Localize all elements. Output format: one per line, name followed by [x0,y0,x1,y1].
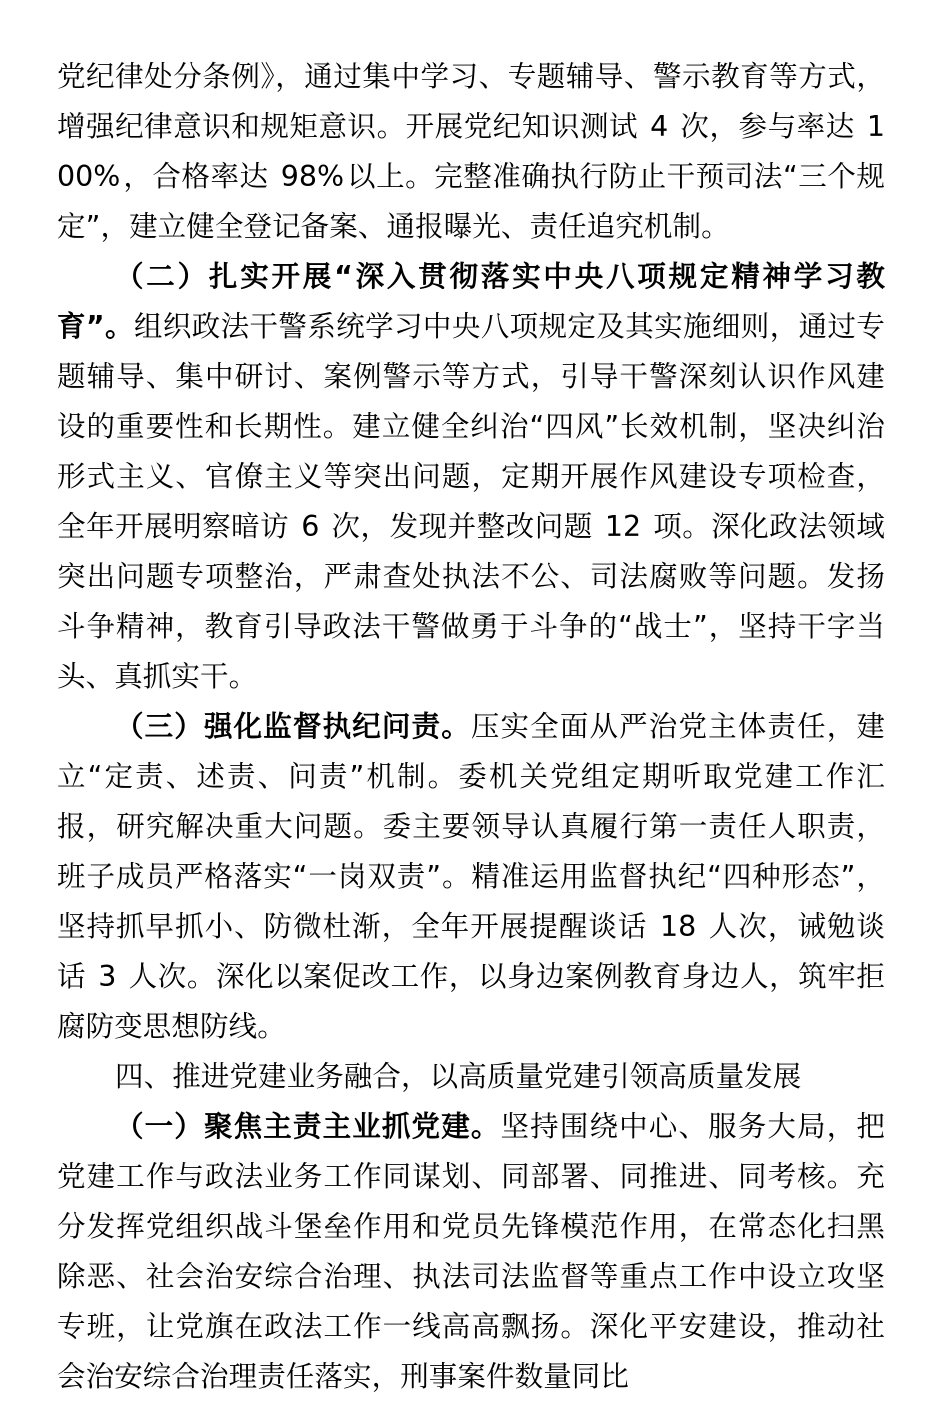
inline-number: 4 [650,110,669,143]
heading-run-in-section-two: （二）扎实开展“深入贯彻落实中央八项规定精神学习教育”。 [57,260,885,343]
inline-number: 100% [57,110,885,193]
heading-run-in-section-three: （三）强化监督执纪问责。 [115,710,471,743]
paragraph-continued-discipline-regulations: 党纪律处分条例》，通过集中学习、专题辅导、警示教育等方式，增强纪律意识和规矩意识。开展党纪知识测试 4 次，参与率达 100%，合格率达 98%以上。完整准确执行防止干预司法“三个规定”，建立健全登记备案、通报曝光、责任追究机制。 [57,60,885,243]
paragraph-section-two-eight-point-regulation [57,252,885,702]
inline-number: 98% [280,160,345,193]
section-heading-four-party-building-integration: 四、推进党建业务融合，以高质量党建引领高质量发展 [115,1060,802,1093]
inline-number: 6 [301,510,320,543]
inline-number: 3 [98,960,117,993]
paragraph-text-section-two: 组织政法干警系统学习中央八项规定及其实施细则，通过专题辅导、集中研讨、案例警示等方式，引导干警深刻认识作风建设的重要性和长期性。建立健全纠治“四风”长效机制，坚决纠治形式主义、官僚主义等突出问题，定期开展作风建设专项检查，全年开展明察暗访 6 次，发现并整改问题 12 项。深化政法领域突出问题专项整治，严肃查处执法不公、司法腐败等问题。发扬斗争精神，教育引导政法干警做勇于斗争的“战士”，坚持干字当头、真抓实干。 [57,310,886,693]
paragraph-section-three-supervision-accountability [57,702,885,1052]
document-body [57,52,885,1402]
paragraph-text-section-three: 压实全面从严治党主体责任，建立“定责、述责、问责”机制。委机关党组定期听取党建工作汇报，研究解决重大问题。委主要领导认真履行第一责任人职责，班子成员严格落实“一岗双责”。精准运用监督执纪“四种形态”，坚持抓早抓小、防微杜渐，全年开展提醒谈话 18 人次，诫勉谈话 3 人次。深化以案促改工作，以身边案例教育身边人，筑牢拒腐防变思想防线。 [57,710,886,1043]
paragraph-text-subsection-one: 坚持围绕中心、服务大局，把党建工作与政法业务工作同谋划、同部署、同推进、同考核。充分发挥党组织战斗堡垒作用和党员先锋模范作用，在常态化扫黑除恶、社会治安综合治理、执法司法监督等重点工作中设立攻坚专班，让党旗在政法工作一线高高飘扬。深化平安建设，推动社会治安综合治理责任落实，刑事案件数量同比 [57,1110,885,1393]
heading-run-in-subsection-one: （一）聚焦主责主业抓党建。 [115,1110,501,1143]
inline-number: 18 [659,910,697,943]
paragraph-subsection-one-focus-main-duty [57,1102,885,1402]
inline-number: 12 [604,510,642,543]
